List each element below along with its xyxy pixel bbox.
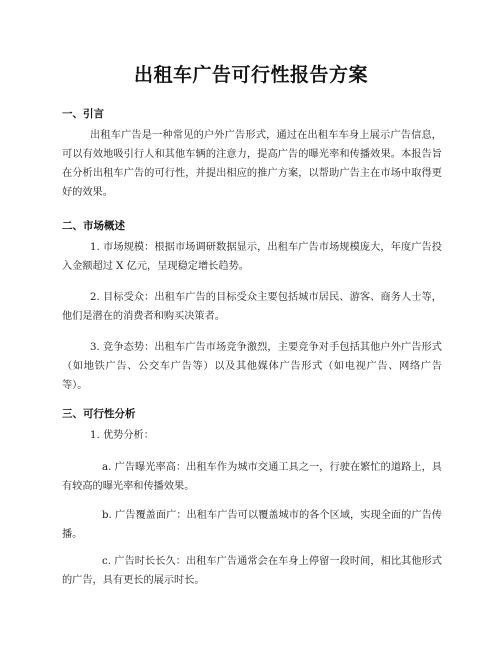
paragraph-market-size: 1. 市场规模：根据市场调研数据显示，出租车广告市场规模庞大，年度广告投入金额超过 X 亿元，呈现稳定增长趋势。 [62,242,442,272]
section-heading-feasibility: 三、可行性分析 [62,408,136,420]
section-heading-introduction: 一、引言 [62,108,104,120]
paragraph-advantage-c: c. 广告时长长久：出租车广告通常会在车身上停留一段时间，相比其他形式的广告，具有更长的展示时长。 [62,556,442,586]
paragraph-advantages: 1. 优势分析： [90,430,154,441]
page-title: 出租车广告可行性报告方案 [133,64,368,86]
section-heading-market-overview: 二、市场概述 [62,220,125,232]
paragraph-advantage-b: b. 广告覆盖面广：出租车广告可以覆盖城市的各个区域，实现全面的广告传播。 [62,510,442,540]
paragraph-introduction: 出租车广告是一种常见的户外广告形式，通过在出租车车身上展示广告信息，可以有效地吸引行人和其他车辆的注意力，提高广告的曝光率和传播效果。本报告旨在分析出租车广告的可行性，并提出相应的推广方案，以帮助广告主在市场中取得更好的效果。 [62,130,442,198]
paragraph-advantage-a: a. 广告曝光率高：出租车作为城市交通工具之一，行驶在繁忙的道路上，具有较高的曝光率和传播效果。 [62,462,442,492]
paragraph-competition: 3. 竞争态势：出租车广告市场竞争激烈，主要竞争对手包括其他户外广告形式（如地铁广告、公交车广告等）以及其他媒体广告形式（如电视广告、网络广告等）。 [62,342,442,391]
paragraph-target-audience: 2. 目标受众：出租车广告的目标受众主要包括城市居民、游客、商务人士等，他们是潜在的消费者和购买决策者。 [62,292,442,322]
